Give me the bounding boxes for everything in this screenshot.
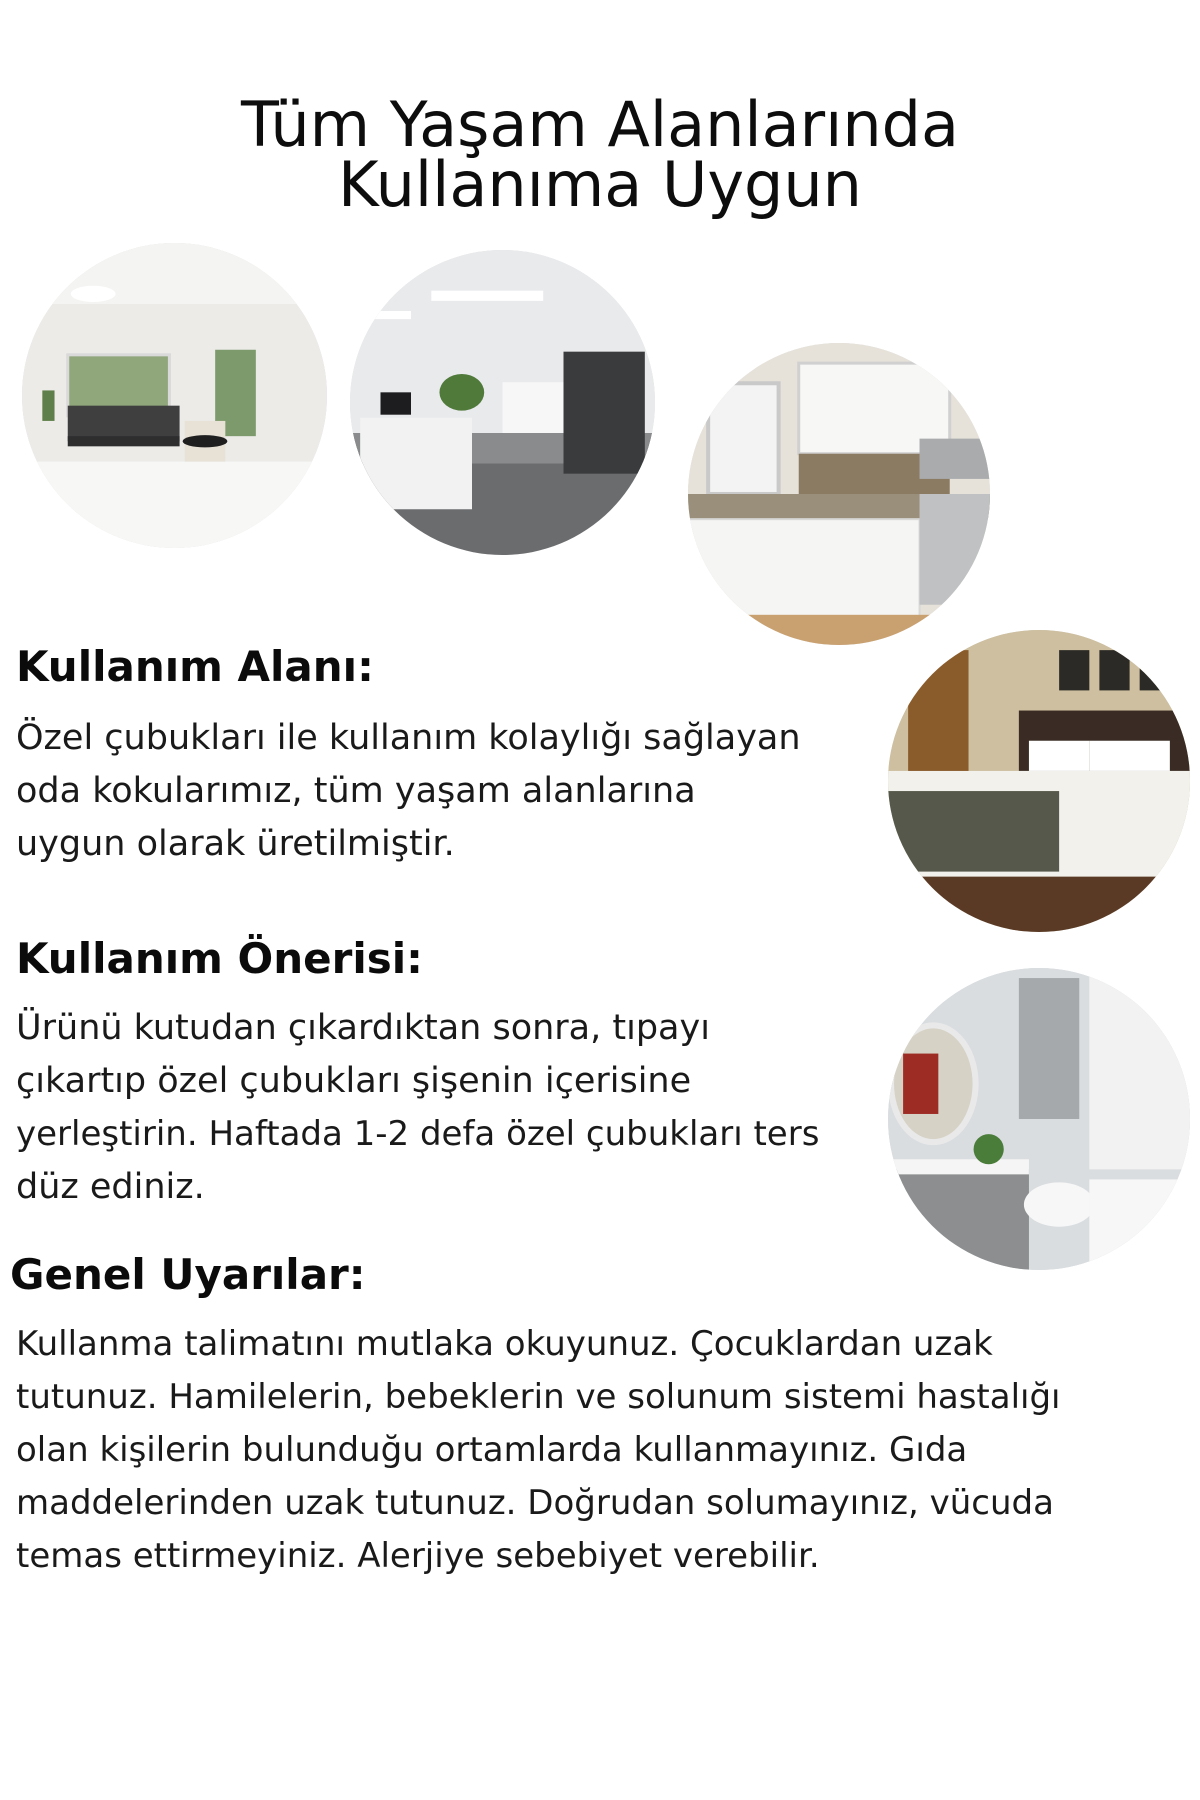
usage-area-line-2: oda kokularımız, tüm yaşam alanlarına [16,771,696,811]
office-photo [350,250,655,555]
usage-suggestion-line-2: çıkartıp özel çubukları şişenin içerisine [16,1061,692,1101]
bedroom-photo [888,630,1190,932]
kitchen-photo [688,343,990,645]
page-title [0,87,1200,221]
general-warnings-line-1: Kullanma talimatını mutlaka okuyunuz. Çocuklardan uzak [16,1324,993,1364]
general-warnings-line-2: tutunuz. Hamilelerin, bebeklerin ve solunum sistemi hastalığı [16,1377,1061,1417]
usage-area-line-1: Özel çubukları ile kullanım kolaylığı sağlayan [16,718,801,758]
general-warnings-line-3: olan kişilerin bulunduğu ortamlarda kullanmayınız. Gıda [16,1430,968,1470]
usage-suggestion-line-3: yerleştirin. Haftada 1-2 defa özel çubukları ters [16,1114,820,1154]
general-warnings-heading: Genel Uyarılar: [10,1250,366,1299]
usage-area-line-3: uygun olarak üretilmiştir. [16,824,455,864]
title-line-2: Kullanıma Uygun [338,147,862,221]
bathroom-photo [888,968,1190,1270]
usage-suggestion-line-1: Ürünü kutudan çıkardıktan sonra, tıpayı [16,1008,710,1048]
general-warnings-line-4: maddelerinden uzak tutunuz. Doğrudan solumayınız, vücuda [16,1483,1054,1523]
usage-suggestion-text [16,1002,916,1214]
usage-suggestion-line-4: düz ediniz. [16,1167,205,1207]
living-room-photo [22,243,327,548]
title-line-1: Tüm Yaşam Alanlarında [241,87,959,161]
general-warnings-text [16,1318,1061,1583]
usage-area-text [16,712,801,871]
general-warnings-line-5: temas ettirmeyiniz. Alerjiye sebebiyet verebilir. [16,1536,820,1576]
usage-area-heading: Kullanım Alanı: [16,642,374,691]
usage-suggestion-heading: Kullanım Önerisi: [16,934,423,983]
